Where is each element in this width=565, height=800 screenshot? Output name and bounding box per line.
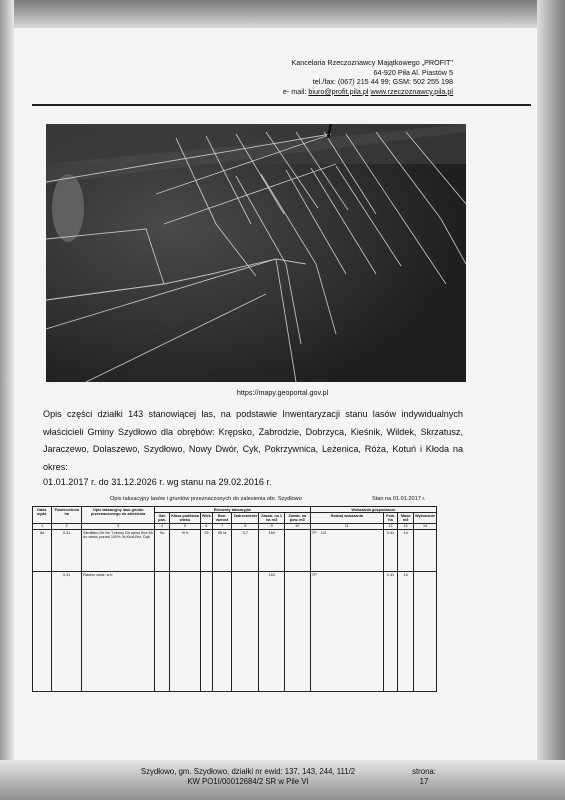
col-number: 3	[82, 523, 155, 529]
orthophoto-map	[46, 124, 466, 382]
col-number: 1	[33, 523, 52, 529]
col-pow: Powierzchnia ha	[52, 507, 82, 524]
cell-bon-value: 95	[217, 530, 223, 535]
footer-location	[118, 767, 378, 786]
letterhead	[193, 58, 453, 96]
cell-zadrz: 0,7	[232, 530, 259, 572]
col-wiek: Wiek	[200, 513, 212, 524]
page-number: 17	[419, 776, 429, 786]
col-zasob-ha: Zasob. na 1 ha m3	[259, 513, 284, 524]
col-number: 4	[155, 523, 170, 529]
cell-wiek	[200, 572, 212, 692]
col-zadrz: Zadrzewienie	[232, 513, 259, 524]
cell-bon	[212, 530, 232, 572]
parcel-description: Opis części działki 143 stanowiącej las, na podstawie Inwentaryzacji stanu lasów indywidualnych właścicieli Gminy Szydłowo dla obrębów: Krępsko, Zabrodzie, Dobrzyca, Kieśnik, Wildek, Skrzatusz, Jaraczewo, Dolaszewo, Szydłowo, Nowy Dwór, Cyk, Pokrzywnica, Leżenica, Róża, Kotuń i Kłoda na okres:	[43, 409, 463, 472]
cell-wskaz: TP	[311, 530, 317, 535]
cell-wykonanie	[413, 572, 436, 692]
cell-masa: 14	[398, 530, 414, 572]
table-title	[110, 496, 470, 502]
table-row	[33, 572, 437, 692]
cell-klasa: IV b	[170, 530, 201, 572]
page-label: strona:	[412, 767, 436, 776]
col-pow2: Pow. ha	[383, 513, 397, 524]
cell-gat	[155, 572, 170, 692]
cell-opis: Siedlisko Db Bo T.zbiory Do opisu Bcz 65 do wieku ponad 100% Js,Kruś,Brz, Dąb	[82, 530, 155, 572]
col-number: 6	[200, 523, 212, 529]
col-zasob-pow: Zasob. na pow. m3	[284, 513, 310, 524]
col-bon: Bon. wzrost	[212, 513, 232, 524]
letterhead-contact	[193, 87, 453, 97]
col-opis: Opis taksacyjny lasu gruntu przeznaczonego do zalesienia	[82, 507, 155, 524]
cell-pow2: 0,41	[383, 530, 397, 572]
page-indicator	[404, 767, 444, 786]
email-link[interactable]: biuro@profit.pila.pl	[308, 86, 369, 96]
cell-pow: 0,41	[52, 572, 82, 692]
header-divider	[32, 104, 531, 106]
group-wskazania: Wskazania gospodarcze	[310, 507, 436, 513]
website-link[interactable]: www.rzeczoznawcy.pila.pl	[370, 86, 453, 96]
inventory-period: 01.01.2017 r. do 31.12.2026 r. wg stanu na 29.02.2016 r.	[43, 477, 272, 487]
cell-zadrz	[232, 572, 259, 692]
cell-opis: Razem oddz. w tr	[82, 572, 155, 692]
cell-wiek: 25	[200, 530, 212, 572]
col-rodzaj: Rodzaj wskazania	[310, 513, 383, 524]
col-wykonanie: Wykonanie	[413, 513, 436, 524]
map-source-caption: https://mapy.geoportal.gov.pl	[236, 388, 329, 397]
col-number: 9	[259, 523, 284, 529]
cell-rodzaj	[310, 530, 383, 572]
scan-shadow-top	[0, 0, 565, 28]
col-number: 5	[170, 523, 201, 529]
col-number: 13	[398, 523, 414, 529]
cell-rodzaj: TP	[310, 572, 383, 692]
letterhead-address: 64-920 Piła Al. Piastów 5	[373, 67, 453, 77]
cell-zasob-pow	[284, 572, 310, 692]
letterhead-company: Kancelaria Rzeczoznawcy Majątkowego „PROFIT"	[291, 58, 453, 67]
footer-land-register: KW PO1I/00012684/2 SR w Pile VI	[187, 776, 309, 786]
cell-masa: 14	[398, 572, 414, 692]
cell-gat: So	[155, 530, 170, 572]
cell-klasa	[170, 572, 201, 692]
email-label: e- mail:	[282, 86, 309, 96]
cell-frac: 1/4	[320, 530, 327, 535]
table-row	[33, 530, 437, 572]
col-number: 10	[284, 523, 310, 529]
col-number: 14	[413, 523, 436, 529]
col-oddz: Oddz. wydz.	[33, 507, 52, 524]
cell-zasob-ha: 140	[259, 572, 284, 692]
cell-pow2: 0,41	[383, 572, 397, 692]
col-number: 7	[212, 523, 232, 529]
cell-zasob-ha: 140	[259, 530, 284, 572]
cell-wykonanie	[413, 530, 436, 572]
col-number: 12	[383, 523, 397, 529]
map-image	[46, 124, 466, 382]
table-title-date: Stan na 01.01.2017 r.	[372, 496, 426, 502]
col-klasa: Klasa podklasa wieku	[171, 513, 199, 523]
col-number: 11	[310, 523, 383, 529]
col-number: 8	[232, 523, 259, 529]
cell-wzrost-value: Ia	[223, 530, 227, 535]
table-title-left: Opis taksacyjny lasów i gruntów przeznaczonych do zalesienia obr. Szydłowo	[110, 496, 302, 502]
taxation-table	[32, 506, 437, 692]
cell-pow: 0,41	[52, 530, 82, 572]
footer-parcels: Szydłowo, gm. Szydłowo, działki nr ewid: 137, 143, 244, 111/2	[140, 767, 356, 776]
col-masa: Masa m3	[398, 513, 414, 524]
group-elementy: Elementy taksacyjne	[155, 507, 311, 513]
col-gat: Gat. pan.	[155, 513, 170, 524]
cell-oddz: 8a	[33, 530, 52, 572]
scan-shadow-right	[537, 0, 565, 800]
letterhead-phone: tel./fax: (067) 215 44 99; GSM: 502 255 198	[312, 77, 453, 87]
cell-zasob-pow	[284, 530, 310, 572]
cell-bon	[212, 572, 232, 692]
col-number: 2	[52, 523, 82, 529]
cell-oddz	[33, 572, 52, 692]
scan-shadow-left	[0, 0, 14, 800]
